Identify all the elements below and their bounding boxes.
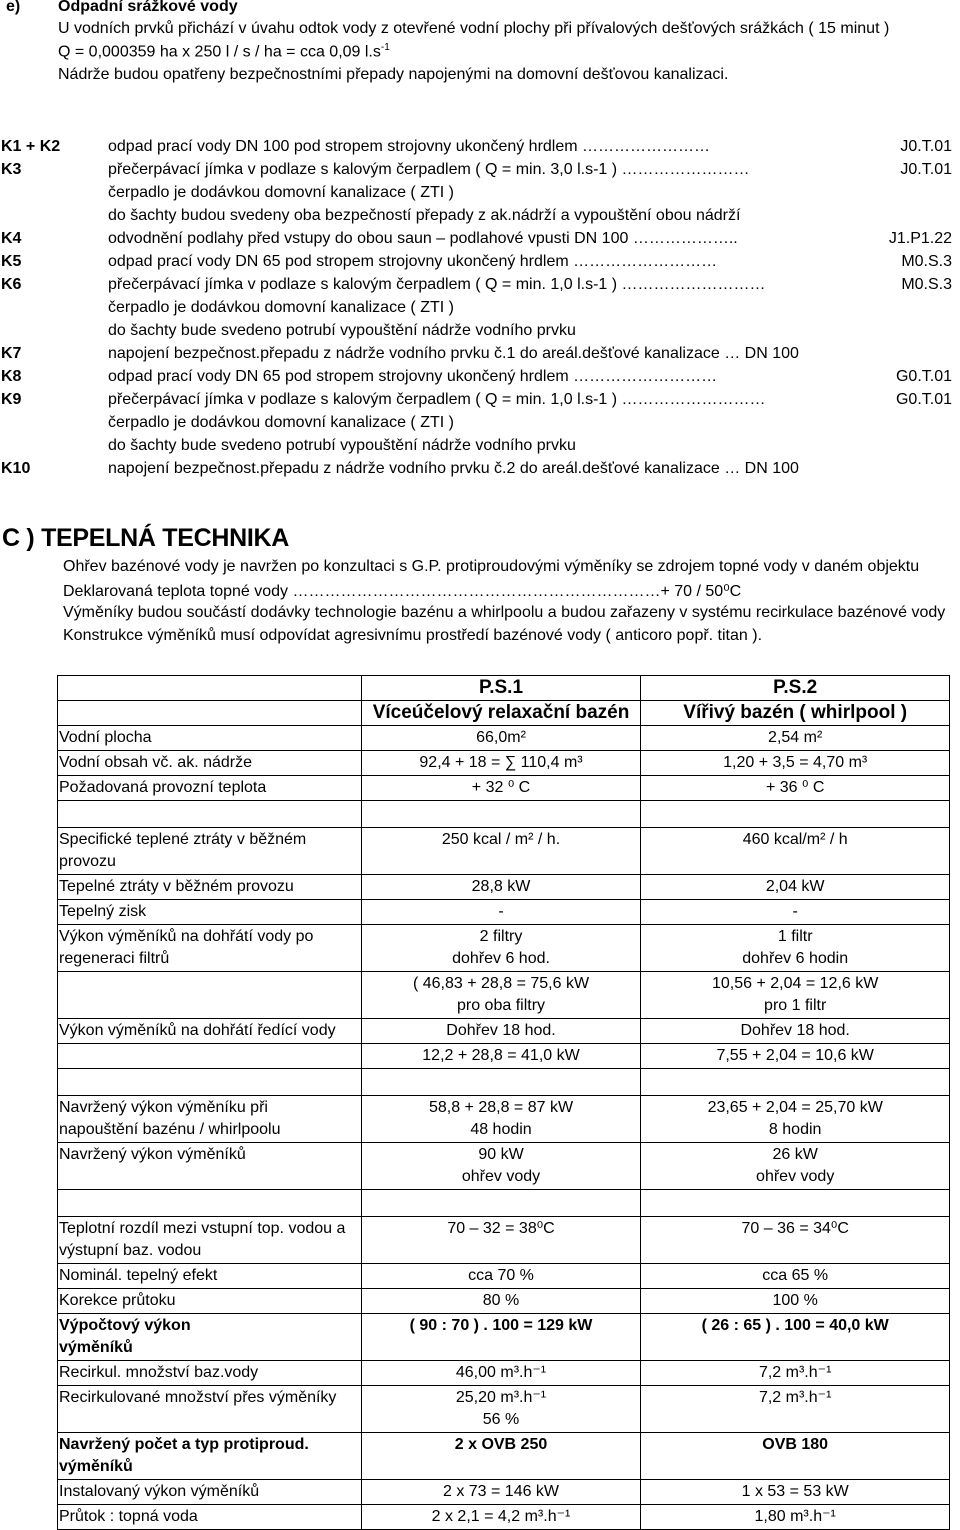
- table-row-label: Vodní obsah vč. ak. nádrže: [58, 751, 362, 776]
- table-cell: 26 kW ohřev vody: [641, 1143, 950, 1190]
- table-row: [58, 1505, 950, 1530]
- table-row: [58, 875, 950, 900]
- table-cell: 92,4 + 18 = ∑ 110,4 m³: [361, 751, 641, 776]
- table-cell: Dohřev 18 hod.: [361, 1019, 641, 1044]
- table-row: [58, 1361, 950, 1386]
- table-spacer-cell: [361, 1069, 641, 1096]
- table-cell: Dohřev 18 hod.: [641, 1019, 950, 1044]
- flow-formula-sup: -1: [380, 42, 390, 53]
- table-header-cell: P.S.2: [641, 676, 950, 701]
- table-cell: cca 65 %: [641, 1264, 950, 1289]
- table-row-label: Vodní plocha: [58, 726, 362, 751]
- item-description: do šachty bude svedeno potrubí vypouštění nádrže vodního prvku: [108, 437, 576, 454]
- table-row: [58, 1044, 950, 1069]
- table-row-label: Výkon výměníků na dohřátí ředící vody: [58, 1019, 362, 1044]
- item-code: K3: [1, 161, 22, 178]
- table-header-row: [58, 676, 950, 701]
- table-cell: 70 – 36 = 34⁰C: [641, 1217, 950, 1264]
- table-row-label: Korekce průtoku: [58, 1289, 362, 1314]
- table-cell: 66,0m²: [361, 726, 641, 751]
- table-header-cell: P.S.1: [361, 676, 641, 701]
- item-code: K9: [1, 391, 22, 408]
- table-row-label: Výkon výměníků na dohřátí vody po regeneraci filtrů: [58, 925, 362, 972]
- table-header-row: [58, 701, 950, 726]
- table-row: [58, 1217, 950, 1264]
- table-row: [58, 1314, 950, 1361]
- table-row: [58, 1480, 950, 1505]
- table-cell: -: [361, 900, 641, 925]
- table-row: [58, 1386, 950, 1433]
- item-drawing-ref: G0.T.01: [895, 368, 952, 385]
- table-header-cell: [58, 676, 362, 701]
- table-row: [58, 1264, 950, 1289]
- table-row-label: Instalovaný výkon výměníků: [58, 1480, 362, 1505]
- flow-formula-text: Q = 0,000359 ha x 250 l / s / ha = cca 0,09 l.s: [58, 43, 381, 61]
- table-cell: 10,56 + 2,04 = 12,6 kW pro 1 filtr: [641, 972, 950, 1019]
- table-cell: 2 x 73 = 146 kW: [361, 1480, 641, 1505]
- heating-paragraph: Výměníky budou součástí dodávky technologie bazénu a whirlpoolu a budou zařazeny v systému recirkulace bazénové vody: [63, 604, 946, 621]
- table-cell: 250 kcal / m² / h.: [361, 828, 641, 875]
- table-cell: + 36 ⁰ C: [641, 776, 950, 801]
- table-row-label: Navržený výkon výměníku při napouštění bazénu / whirlpoolu: [58, 1096, 362, 1143]
- table-cell: + 32 ⁰ C: [361, 776, 641, 801]
- table-header-cell: [58, 701, 362, 726]
- table-header-cell: Vířivý bazén ( whirlpool ): [641, 701, 950, 726]
- item-code: K5: [1, 253, 22, 270]
- table-row-label: Výpočtový výkon výměníků: [58, 1314, 362, 1361]
- table-row-label: Recirkul. množství baz.vody: [58, 1361, 362, 1386]
- item-description: přečerpávací jímka v podlaze s kalovým čerpadlem ( Q = min. 3,0 l.s-1 ) ……………………: [108, 161, 750, 178]
- table-row-label: Požadovaná provozní teplota: [58, 776, 362, 801]
- table-row-label: Specifické teplené ztráty v běžném provozu: [58, 828, 362, 875]
- heating-paragraph: Deklarovaná teplota topné vody ……………………………………………………………+ 70 / 50⁰C: [63, 583, 742, 600]
- table-cell: 23,65 + 2,04 = 25,70 kW 8 hodin: [641, 1096, 950, 1143]
- table-row: [58, 1096, 950, 1143]
- item-code: K1 + K2: [1, 138, 61, 155]
- table-spacer-row: [58, 801, 950, 828]
- table-cell: 7,55 + 2,04 = 10,6 kW: [641, 1044, 950, 1069]
- table-cell: 2,54 m²: [641, 726, 950, 751]
- item-code: K10: [1, 460, 31, 477]
- item-description: přečerpávací jímka v podlaze s kalovým čerpadlem ( Q = min. 1,0 l.s-1 ) ………………………: [108, 276, 766, 293]
- table-cell: ( 90 : 70 ) . 100 = 129 kW: [361, 1314, 641, 1361]
- table-row: [58, 828, 950, 875]
- item-description: napojení bezpečnost.přepadu z nádrže vodního prvku č.2 do areál.dešťové kanalizace … DN 100: [108, 460, 799, 477]
- table-spacer-cell: [641, 1069, 950, 1096]
- table-row-label: Teplotní rozdíl mezi vstupní top. vodou a výstupní baz. vodou: [58, 1217, 362, 1264]
- section-title: Odpadní srážkové vody: [58, 0, 238, 15]
- table-cell: 2,04 kW: [641, 875, 950, 900]
- item-code: K6: [1, 276, 22, 293]
- table-cell: 46,00 m³.h⁻¹: [361, 1361, 641, 1386]
- table-row-label: Tepelné ztráty v běžném provozu: [58, 875, 362, 900]
- heat-exchanger-table: [57, 675, 950, 1530]
- table-cell: 2 filtry dohřev 6 hod.: [361, 925, 641, 972]
- table-row: [58, 1019, 950, 1044]
- item-drawing-ref: M0.S.3: [901, 276, 952, 293]
- item-description: napojení bezpečnost.přepadu z nádrže vodního prvku č.1 do areál.dešťové kanalizace … DN 100: [108, 345, 799, 362]
- heating-paragraph: Konstrukce výměníků musí odpovídat agresivnímu prostředí bazénové vody ( anticoro popř. titan ).: [63, 627, 763, 644]
- table-row: [58, 726, 950, 751]
- table-cell: 7,2 m³.h⁻¹: [641, 1361, 950, 1386]
- item-description: čerpadlo je dodávkou domovní kanalizace ( ZTI ): [108, 184, 454, 201]
- table-cell: 70 – 32 = 38⁰C: [361, 1217, 641, 1264]
- item-description: odpad prací vody DN 65 pod stropem strojovny ukončený hrdlem ………………………: [108, 253, 718, 270]
- item-description: čerpadlo je dodávkou domovní kanalizace ( ZTI ): [108, 299, 454, 316]
- item-code: K8: [1, 368, 22, 385]
- item-drawing-ref: J1.P1.22: [888, 230, 952, 247]
- item-description: odpad prací vody DN 65 pod stropem strojovny ukončený hrdlem ………………………: [108, 368, 718, 385]
- table-row: [58, 900, 950, 925]
- table-row: [58, 925, 950, 972]
- table-cell: 90 kW ohřev vody: [361, 1143, 641, 1190]
- table-row-label: [58, 1044, 362, 1069]
- table-spacer-cell: [641, 801, 950, 828]
- table-row-label: Tepelný zisk: [58, 900, 362, 925]
- table-cell: 25,20 m³.h⁻¹ 56 %: [361, 1386, 641, 1433]
- intro-line: U vodních prvků přichází v úvahu odtok vody z otevřené vodní plochy při přívalových dešťových srážkách ( 15 minut ): [58, 20, 890, 37]
- flow-formula: [58, 42, 390, 61]
- item-description: odpad prací vody DN 100 pod stropem strojovny ukončený hrdlem ……………………: [108, 138, 711, 155]
- table-row: [58, 776, 950, 801]
- heating-paragraph: Ohřev bazénové vody je navržen po konzultaci s G.P. protiproudovými výměníky se zdrojem topné vody v daném objektu: [63, 558, 920, 575]
- table-spacer-cell: [58, 801, 362, 828]
- table-cell: 58,8 + 28,8 = 87 kW 48 hodin: [361, 1096, 641, 1143]
- table-spacer-row: [58, 1069, 950, 1096]
- table-cell: ( 26 : 65 ) . 100 = 40,0 kW: [641, 1314, 950, 1361]
- table-cell: 2 x 2,1 = 4,2 m³.h⁻¹: [361, 1505, 641, 1530]
- table-spacer-cell: [641, 1190, 950, 1217]
- item-code: K4: [1, 230, 22, 247]
- table-row-label: [58, 972, 362, 1019]
- table-cell: 28,8 kW: [361, 875, 641, 900]
- table-cell: cca 70 %: [361, 1264, 641, 1289]
- table-row: [58, 1143, 950, 1190]
- table-cell: 7,2 m³.h⁻¹: [641, 1386, 950, 1433]
- table-row: [58, 972, 950, 1019]
- item-description: do šachty bude svedeno potrubí vypouštění nádrže vodního prvku: [108, 322, 576, 339]
- table-cell: 2 x OVB 250: [361, 1433, 641, 1480]
- item-code: K7: [1, 345, 22, 362]
- item-drawing-ref: J0.T.01: [900, 161, 952, 178]
- table-spacer-cell: [58, 1069, 362, 1096]
- table-row-label: Recirkulované množství přes výměníky: [58, 1386, 362, 1433]
- table-cell: 1 filtr dohřev 6 hodin: [641, 925, 950, 972]
- table-row-label: Navržený výkon výměníků: [58, 1143, 362, 1190]
- table-row: [58, 1289, 950, 1314]
- item-description: odvodnění podlahy před vstupy do obou saun – podlahové vpusti DN 100 ………………..: [108, 230, 738, 247]
- table-cell: 460 kcal/m² / h: [641, 828, 950, 875]
- section-heading: C ) TEPELNÁ TECHNIKA: [2, 524, 290, 552]
- table-cell: ( 46,83 + 28,8 = 75,6 kW pro oba filtry: [361, 972, 641, 1019]
- table-cell: 80 %: [361, 1289, 641, 1314]
- table-cell: 1,80 m³.h⁻¹: [641, 1505, 950, 1530]
- table-cell: 1,20 + 3,5 = 4,70 m³: [641, 751, 950, 776]
- table-cell: 12,2 + 28,8 = 41,0 kW: [361, 1044, 641, 1069]
- item-drawing-ref: M0.S.3: [901, 253, 952, 270]
- table-spacer-cell: [361, 1190, 641, 1217]
- item-drawing-ref: J0.T.01: [900, 138, 952, 155]
- table-cell: 100 %: [641, 1289, 950, 1314]
- table-spacer-row: [58, 1190, 950, 1217]
- table-header-cell: Víceúčelový relaxační bazén: [361, 701, 641, 726]
- item-drawing-ref: G0.T.01: [895, 391, 952, 408]
- table-row-label: Průtok : topná voda: [58, 1505, 362, 1530]
- table-cell: OVB 180: [641, 1433, 950, 1480]
- table-spacer-cell: [58, 1190, 362, 1217]
- table-row-label: Nominál. tepelný efekt: [58, 1264, 362, 1289]
- table-cell: -: [641, 900, 950, 925]
- table-row-label: Navržený počet a typ protiproud. výměníků: [58, 1433, 362, 1480]
- item-description: přečerpávací jímka v podlaze s kalovým čerpadlem ( Q = min. 1,0 l.s-1 ) ………………………: [108, 391, 766, 408]
- table-cell: 1 x 53 = 53 kW: [641, 1480, 950, 1505]
- table-row: [58, 751, 950, 776]
- item-description: čerpadlo je dodávkou domovní kanalizace ( ZTI ): [108, 414, 454, 431]
- table-row: [58, 1433, 950, 1480]
- item-description: do šachty budou svedeny oba bezpečností přepady z ak.nádrží a vypouštění obou nádrží: [108, 207, 741, 224]
- overflow-note: Nádrže budou opatřeny bezpečnostními přepady napojenými na domovní dešťovou kanalizaci.: [58, 66, 729, 83]
- section-marker: e): [6, 0, 21, 15]
- table-spacer-cell: [361, 801, 641, 828]
